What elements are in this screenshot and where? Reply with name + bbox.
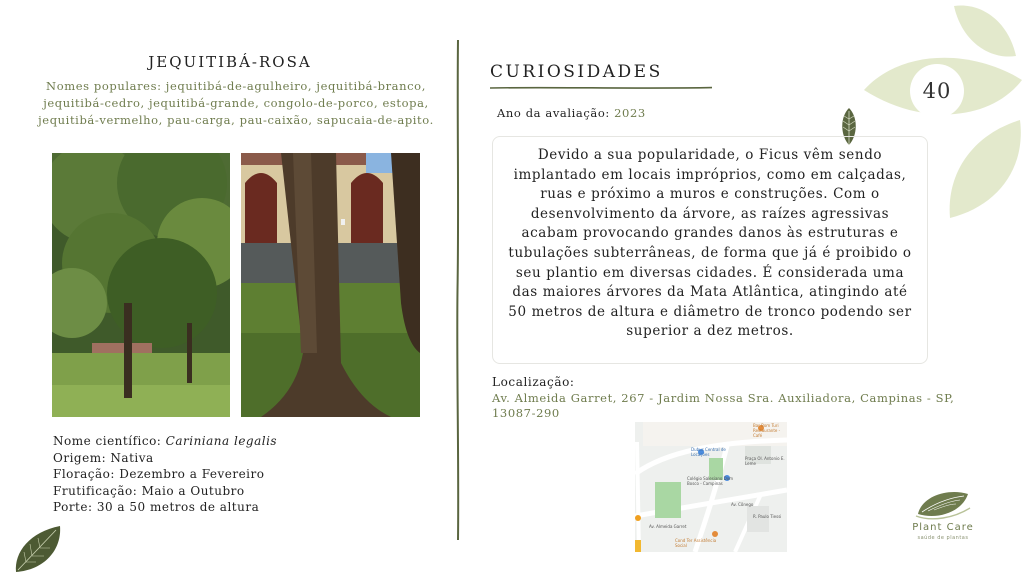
map-label-cond: Cond Ter Assistência Social — [675, 538, 717, 548]
scientific-name-row — [53, 433, 453, 450]
scientific-name-value: Cariniana legalis — [165, 434, 278, 448]
leaf-icon-bottom — [10, 522, 64, 576]
location-label: Localização: — [492, 375, 575, 389]
curiosities-title: CURIOSIDADES — [490, 62, 663, 82]
evaluation-value: 2023 — [614, 106, 646, 120]
map-label-restaurant: Bar Bom Turi Restaurante - Café — [753, 423, 781, 438]
origin-row: Origem: Nativa — [53, 450, 154, 465]
curiosities-box — [492, 136, 928, 364]
map-label-street: Av. Almeida Garret — [649, 524, 687, 529]
map-label-conego: Av. Cônego — [731, 502, 754, 507]
logo-tagline: saúde de plantas — [917, 535, 969, 541]
evaluation-label: Ano da avaliação: — [497, 106, 615, 120]
size-row: Porte: 30 a 50 metros de altura — [53, 500, 260, 514]
title-underline — [490, 85, 712, 91]
column-divider — [452, 40, 464, 540]
curiosities-text: Devido a sua popularidade, o Ficus vêm sendo implantado em locais impróprios, como em calçadas, ruas e próximo a muros e construções. Com o desenvolvimento da árvore, as raízes agressivas acabam provocando grandes danos às estruturas e tubulações subterrâneas, de forma que já é proibido o seu plantio em diversas cidades. É considerada uma das maiores árvores da Mata Atlântica, atingindo até 50 metros de altura e diâmetro de tronco podendo ser superior a dez metros. — [508, 147, 912, 340]
trunk-photo — [241, 153, 420, 417]
location-address: Av. Almeida Garret, 267 - Jardim Nossa Sra. Auxiliadora, Campinas - SP, 13087-290 — [492, 391, 955, 420]
map-label-praca: Praça Ol. Antonio E. Leme — [745, 456, 785, 466]
species-facts — [53, 433, 453, 516]
map-label-paulo: R. Paulo Tiessi — [753, 514, 782, 519]
scientific-name-label: Nome científico: — [53, 434, 166, 448]
logo-name: Plant Care — [912, 522, 974, 533]
map-label-colegio: Colégio Salesiano Dom Bosco - Campinas — [687, 476, 734, 486]
tree-photo — [52, 153, 230, 417]
species-title: JEQUITIBÁ-ROSA — [148, 53, 312, 71]
evaluation-year — [497, 106, 646, 120]
page-number: 40 — [910, 64, 964, 118]
popular-names: Nomes populares: jequitibá-de-agulheiro, jequitibá-branco, jequitibá-cedro, jequitibá-grande, congolo-de-porco, estopa, jequitibá-vermelho, pau-carga, pau-caixão, sapucaia-de-apito. — [38, 79, 434, 127]
flowering-row: Floração: Dezembro a Fevereiro — [53, 467, 265, 481]
location-map[interactable] — [635, 422, 787, 552]
map-label-central: Dubus Central de Locações — [691, 447, 726, 457]
fruiting-row: Frutificação: Maio a Outubro — [53, 483, 245, 498]
